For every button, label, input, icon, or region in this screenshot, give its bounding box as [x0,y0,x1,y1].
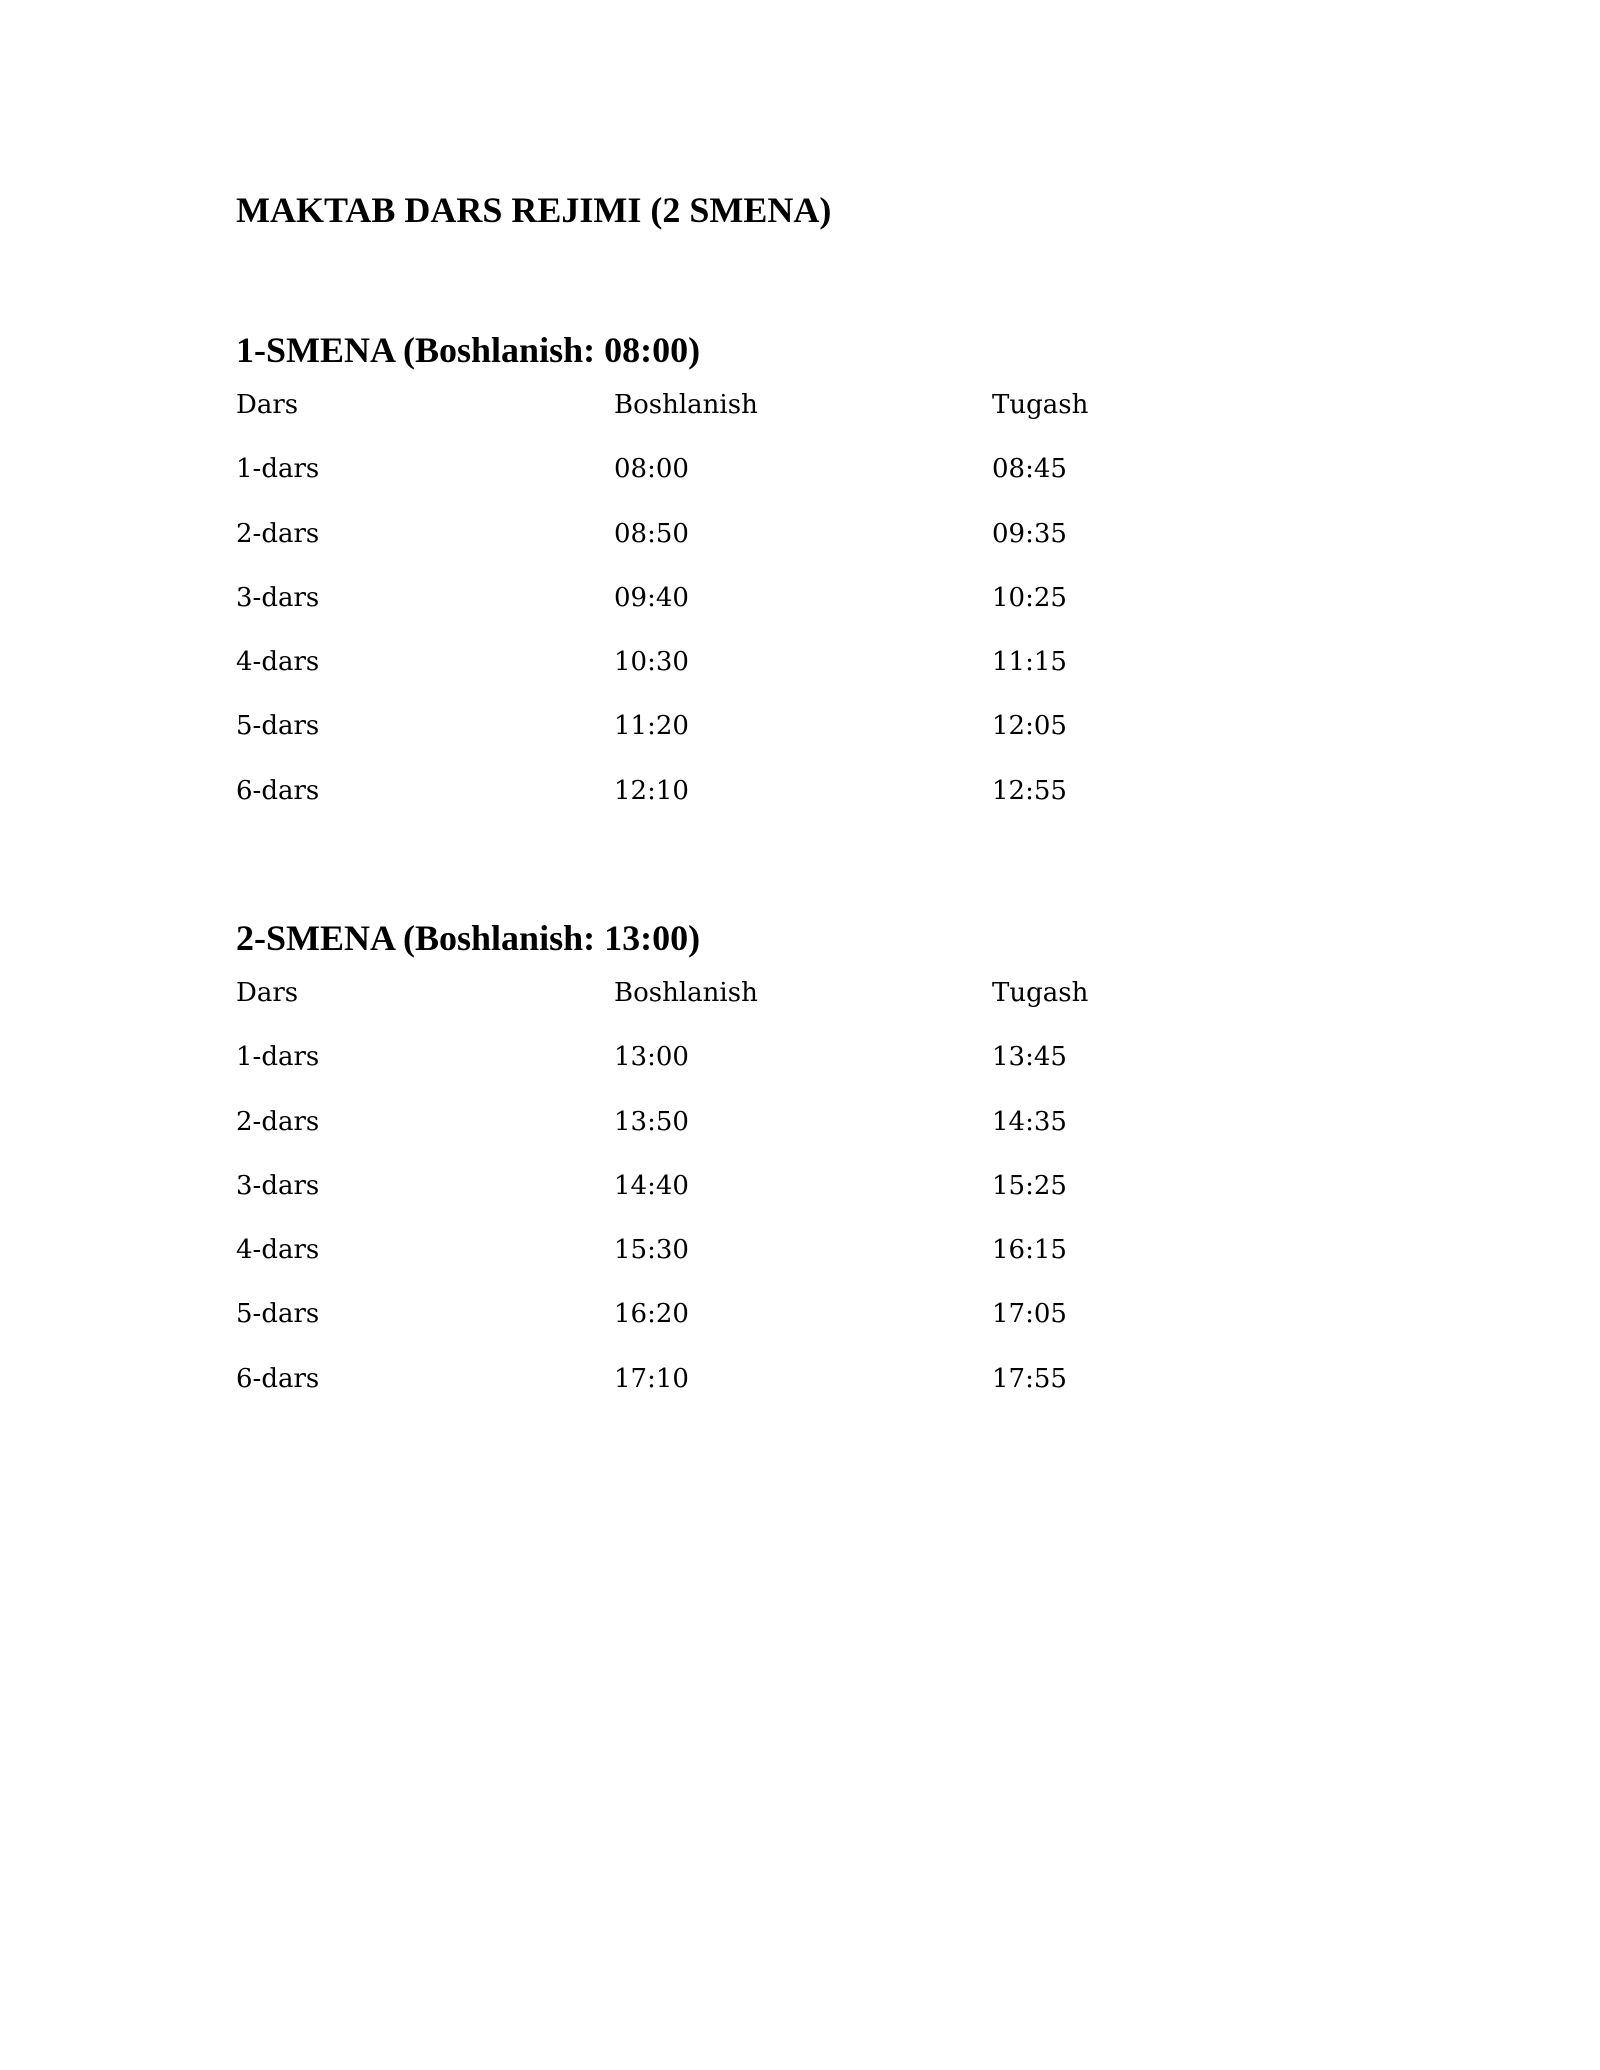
lesson-end: 17:05 [992,1299,1067,1330]
lesson-name: 3-dars [236,1170,320,1201]
lesson-start: 17:10 [614,1363,689,1394]
lesson-start: 09:40 [614,582,689,613]
table-row [236,1042,1292,1106]
column-header-dars: Dars [236,390,299,420]
lesson-end: 15:25 [992,1170,1067,1201]
lesson-start: 15:30 [614,1235,689,1266]
lesson-start: 14:40 [614,1170,689,1201]
shift-1-section [236,326,1386,806]
column-header-dars: Dars [236,978,299,1008]
lesson-start: 08:50 [614,518,689,549]
table-header-row [236,978,1292,1042]
table-row [236,1235,1292,1299]
lesson-end: 09:35 [992,518,1067,549]
shift-2-heading: 2-SMENA (Boshlanish: 13:00) [236,918,701,958]
column-header-boshlanish: Boshlanish [614,978,758,1008]
lesson-end: 08:45 [992,454,1067,485]
lesson-start: 16:20 [614,1299,689,1330]
lesson-name: 4-dars [236,1235,320,1266]
lesson-end: 13:45 [992,1042,1067,1073]
lesson-end: 10:25 [992,582,1067,613]
lesson-end: 12:55 [992,775,1067,806]
table-row [236,1364,1292,1428]
table-row [236,583,1292,647]
shift-2-section [236,914,1386,1394]
lesson-end: 11:15 [992,647,1067,678]
lesson-start: 11:20 [614,711,689,742]
lesson-start: 13:50 [614,1106,689,1137]
document-title: MAKTAB DARS REJIMI (2 SMENA) [236,190,832,230]
lesson-end: 16:15 [992,1235,1067,1266]
shift-1-heading: 1-SMENA (Boshlanish: 08:00) [236,330,701,370]
column-header-tugash: Tugash [992,390,1089,420]
lesson-name: 2-dars [236,518,320,549]
lesson-name: 1-dars [236,454,320,485]
table-row [236,711,1292,775]
table-row [236,454,1292,518]
shift-2-table [236,978,1292,1428]
column-header-tugash: Tugash [992,978,1089,1008]
table-row [236,1171,1292,1235]
lesson-end: 12:05 [992,711,1067,742]
lesson-name: 1-dars [236,1042,320,1073]
lesson-name: 3-dars [236,582,320,613]
lesson-name: 2-dars [236,1106,320,1137]
lesson-name: 6-dars [236,775,320,806]
lesson-name: 4-dars [236,647,320,678]
table-row [236,776,1292,840]
table-row [236,1299,1292,1363]
table-row [236,519,1292,583]
lesson-name: 5-dars [236,711,320,742]
lesson-start: 12:10 [614,775,689,806]
table-row [236,647,1292,711]
lesson-end: 17:55 [992,1363,1067,1394]
column-header-boshlanish: Boshlanish [614,390,758,420]
lesson-name: 5-dars [236,1299,320,1330]
lesson-start: 13:00 [614,1042,689,1073]
table-row [236,1107,1292,1171]
shift-1-table [236,390,1292,840]
lesson-name: 6-dars [236,1363,320,1394]
lesson-start: 08:00 [614,454,689,485]
lesson-end: 14:35 [992,1106,1067,1137]
lesson-start: 10:30 [614,647,689,678]
table-header-row [236,390,1292,454]
